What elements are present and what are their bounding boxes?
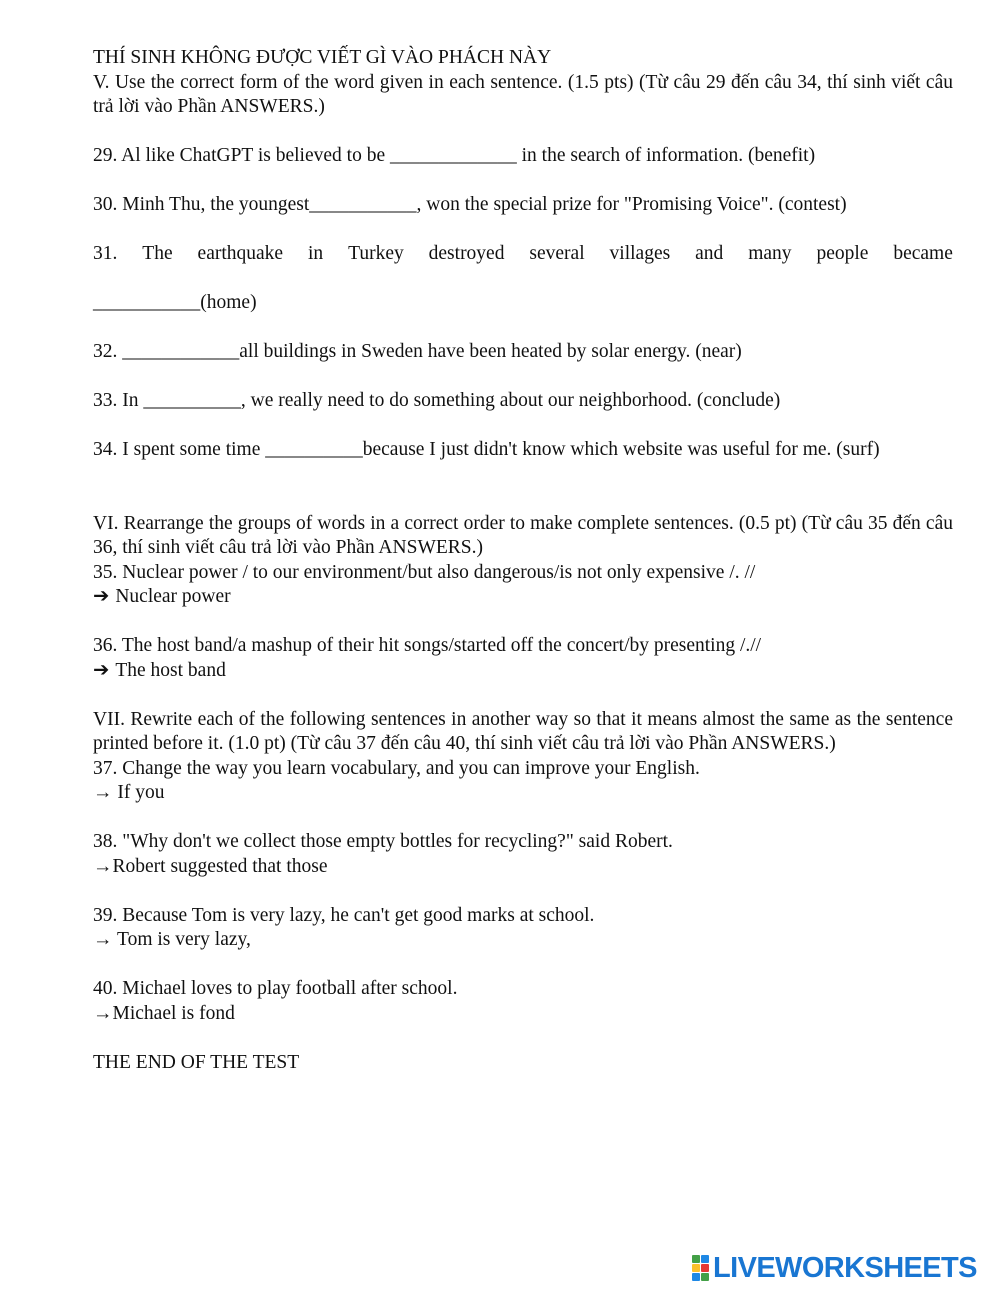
arrow-right-icon: ➔ <box>93 659 110 681</box>
question-35-answer-line <box>93 585 953 610</box>
logo-wordmark: LIVEWORKSHEETS <box>713 1251 977 1284</box>
logo-grid-icon <box>692 1255 709 1281</box>
logo-square <box>692 1264 700 1272</box>
question-31-word: and <box>695 243 724 264</box>
question-31-word: several <box>529 243 585 264</box>
question-40-answer-prompt: →Michael is fond <box>93 1002 235 1024</box>
question-38: 38. "Why don't we collect those empty bottles for recycling?" said Robert. <box>93 831 673 852</box>
logo-square <box>701 1255 709 1263</box>
question-39-answer-prompt: → Tom is very lazy, <box>93 929 251 950</box>
question-36-answer-prompt: The host band <box>115 659 226 681</box>
logo-square <box>701 1273 709 1281</box>
section-6-instruction: VI. Rearrange the groups of words in a correct order to make complete sentences. (0.5 pt) (Từ câu 35 đến câu 36, thí sinh viết câu trả lời vào Phần ANSWERS.) <box>93 512 953 558</box>
question-31-word: earthquake <box>197 243 284 264</box>
question-35-answer-prompt: Nuclear power <box>115 586 231 607</box>
section-7-instruction: VII. Rewrite each of the following sentences in another way so that it means almost the same as the sentence printed before it. (1.0 pt) (Từ câu 37 đến câu 40, thí sinh viết câu trả lời vào Phần ANSWERS.) <box>93 708 953 754</box>
question-31-word: destroyed <box>428 243 505 264</box>
question-31-line-2: ___________(home) <box>93 292 257 313</box>
question-31-word: 31. <box>93 243 118 264</box>
liveworksheets-logo[interactable] <box>692 1253 977 1283</box>
question-34: 34. I spent some time __________because I just didn't know which website was useful for me. (surf) <box>93 439 880 460</box>
logo-square <box>701 1264 709 1272</box>
section-5-instruction: V. Use the correct form of the word given in each sentence. (1.5 pts) (Từ câu 29 đến câu 34, thí sinh viết câu trả lời vào Phần ANSWERS.) <box>93 71 953 117</box>
question-39: 39. Because Tom is very lazy, he can't get good marks at school. <box>93 904 595 926</box>
question-32: 32. ____________all buildings in Sweden have been heated by solar energy. (near) <box>93 341 742 362</box>
question-36: 36. The host band/a mashup of their hit songs/started off the concert/by presenting /.// <box>93 635 762 656</box>
worksheet-page <box>93 46 953 1075</box>
logo-square <box>692 1255 700 1263</box>
question-38-answer-prompt: →Robert suggested that those <box>93 855 328 877</box>
question-31-word: people <box>816 243 869 264</box>
question-36-answer-line <box>93 659 953 684</box>
question-30: 30. Minh Thu, the youngest___________, won the special prize for "Promising Voice". (contest) <box>93 194 847 215</box>
question-31-word: many <box>748 243 792 264</box>
question-31-word: Turkey <box>348 243 404 264</box>
question-31-word: villages <box>609 243 671 264</box>
end-of-test: THE END OF THE TEST <box>93 1051 300 1073</box>
question-33: 33. In __________, we really need to do something about our neighborhood. (conclude) <box>93 390 781 411</box>
question-35: 35. Nuclear power / to our environment/but also dangerous/is not only expensive /. // <box>93 561 756 583</box>
logo-square <box>692 1273 700 1281</box>
question-31-line-1 <box>93 242 953 267</box>
header-notice: THÍ SINH KHÔNG ĐƯỢC VIẾT GÌ VÀO PHÁCH NÀY <box>93 47 552 68</box>
question-40: 40. Michael loves to play football after school. <box>93 978 458 999</box>
arrow-right-icon: ➔ <box>93 586 110 607</box>
question-31-word: The <box>142 243 173 264</box>
question-37-answer-prompt: → If you <box>93 782 165 803</box>
question-37: 37. Change the way you learn vocabulary, and you can improve your English. <box>93 757 700 779</box>
question-31-word: became <box>893 243 953 264</box>
question-31-word: in <box>308 243 324 264</box>
question-29: 29. Al like ChatGPT is believed to be _____________ in the search of information. (benefit) <box>93 145 816 166</box>
